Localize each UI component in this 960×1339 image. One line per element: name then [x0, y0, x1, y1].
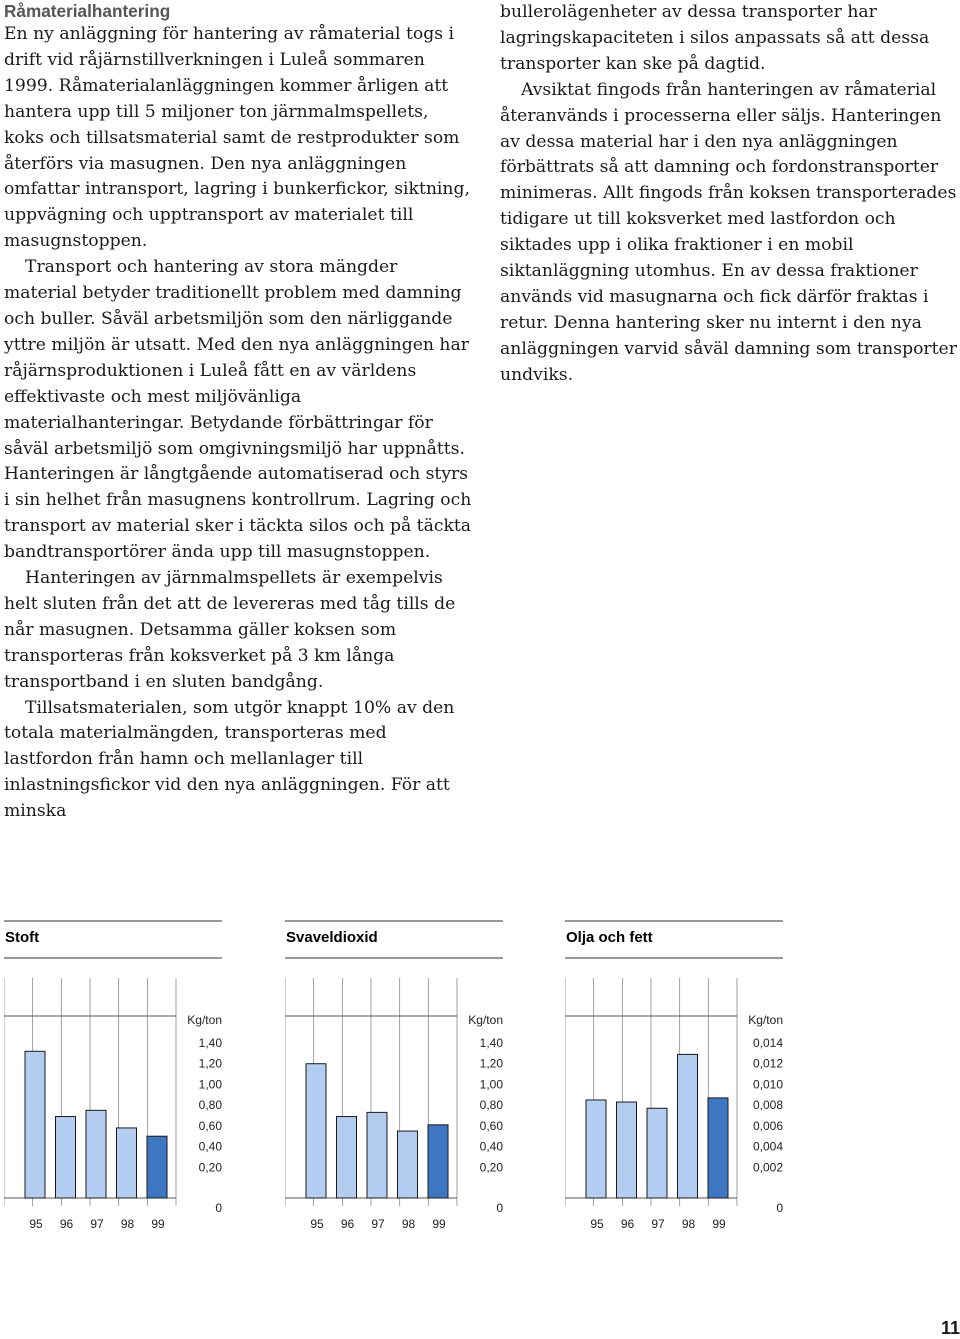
- unit-label: Kg/ton: [468, 1013, 503, 1027]
- y-tick-label: 1,20: [198, 1056, 222, 1071]
- page-number: 11: [940, 1318, 960, 1338]
- y-tick-label: 0,010: [752, 1077, 783, 1092]
- x-tick-label: 96: [340, 1217, 355, 1231]
- unit-label: Kg/ton: [748, 1013, 783, 1027]
- y-tick-label: 0,40: [198, 1139, 222, 1154]
- chart-svg: [565, 918, 783, 1238]
- y-tick-label: 0,012: [752, 1056, 783, 1071]
- bar-95: [25, 1051, 45, 1198]
- y-tick-label: 1,00: [198, 1077, 222, 1092]
- bar-99: [147, 1136, 167, 1198]
- x-tick-label: 95: [29, 1217, 43, 1231]
- x-tick-label: 99: [151, 1217, 165, 1231]
- x-tick-label: 97: [90, 1217, 104, 1231]
- unit-label: Kg/ton: [187, 1013, 222, 1027]
- x-tick-label: 99: [712, 1217, 726, 1231]
- bar-98: [117, 1128, 137, 1198]
- x-tick-label: 96: [620, 1217, 635, 1231]
- right-column: [500, 0, 958, 389]
- chart-title: Svaveldioxid: [286, 929, 378, 946]
- y-tick-label: 0,008: [752, 1098, 783, 1113]
- paragraph: Tillsatsmaterialen, som utgör knappt 10% av den totala materialmängden, transporteras med lastfordon från hamn och mellanlager till inlastningsfickor vid den nya anläggningen. För att minska: [4, 697, 455, 822]
- y-tick-label: 0,80: [198, 1098, 222, 1113]
- bar-98: [398, 1131, 418, 1198]
- bar-97: [86, 1110, 106, 1198]
- bar-96: [56, 1117, 76, 1198]
- x-tick-label: 95: [310, 1217, 324, 1231]
- x-tick-label: 98: [681, 1217, 696, 1231]
- y-tick-label: 0,40: [479, 1139, 503, 1154]
- y-tick-label: 1,20: [479, 1056, 503, 1071]
- chart-svg: [285, 918, 503, 1238]
- chart-olja-och-fett: [565, 918, 783, 1238]
- y-tick-label: 0,20: [198, 1160, 222, 1175]
- bar-99: [428, 1125, 448, 1198]
- section-heading: Råmaterialhantering: [4, 1, 171, 21]
- x-tick-label: 99: [432, 1217, 446, 1231]
- y-tick-label: 0,004: [752, 1139, 783, 1154]
- y-tick-label: 1,00: [479, 1077, 503, 1092]
- chart-stoft: [4, 918, 222, 1238]
- y-tick-label: 0,002: [752, 1160, 783, 1175]
- y-tick-label: 0,20: [479, 1160, 503, 1175]
- paragraph: En ny anläggning för hantering av råmaterial togs i drift vid råjärnstillverkningen i Luleå sommaren 1999. Råmaterialanläggningen kommer årligen att hantera upp till 5 miljoner ton järnmalmspellets, koks och tillsatsmaterial samt de restprodukter som återförs via masugnen. Den nya anläggningen omfattar intransport, lagring i bunkerfickor, siktning, uppvägning och upptransport av materialet till masugnstoppen.: [4, 24, 470, 252]
- bar-99: [708, 1098, 728, 1198]
- x-tick-label: 96: [59, 1217, 74, 1231]
- y-tick-label: 0: [215, 1201, 222, 1215]
- left-column: [4, 0, 472, 825]
- bar-97: [367, 1112, 387, 1198]
- bar-96: [337, 1117, 357, 1198]
- paragraph: Avsiktat fingods från hanteringen av råmaterial återanvänds i processerna eller säljs. Hanteringen av dessa material har i den nya anläggningen förbättrats så att damning och fordonstransporter minimeras. Allt fingods från koksen transporterades tidigare ut till koksverket med lastfordon och siktades upp i olika fraktioner i en mobil siktanläggning utomhus. En av dessa fraktioner används vid masugnarna och fick därför fraktas i retur. Denna hantering sker nu internt i den nya anläggningen varvid såväl damning som transporter undviks.: [500, 79, 957, 385]
- bar-95: [586, 1100, 606, 1198]
- chart-svaveldioxid: [285, 918, 503, 1238]
- x-tick-label: 95: [590, 1217, 604, 1231]
- paragraph: bullerolägenheter av dessa transporter har lagringskapaciteten i silos anpassats så att dessa transporter kan ske på dagtid.: [500, 2, 930, 74]
- x-tick-label: 97: [651, 1217, 665, 1231]
- y-tick-label: 0,014: [752, 1036, 783, 1050]
- bar-96: [617, 1102, 637, 1198]
- y-tick-label: 0,60: [479, 1118, 503, 1133]
- y-tick-label: 0: [776, 1201, 783, 1215]
- paragraph: Hanteringen av järnmalmspellets är exempelvis helt sluten från det att de levereras med tåg tills de når masugnen. Detsamma gäller koksen som transporteras från koksverket på 3 km långa transportband i en sluten bandgång.: [4, 568, 456, 692]
- paragraph: Transport och hantering av stora mängder material betyder traditionellt problem med damning och buller. Såväl arbetsmiljön som den närliggande yttre miljön är utsatt. Med den nya anläggningen har råjärnsproduktionen i Luleå fått en av världens effektivaste och mest miljövänliga materialhanteringar. Betydande förbättringar för såväl arbetsmiljö som omgivningsmiljö har uppnåtts. Hanteringen är långtgående automatiserad och styrs i sin helhet från masugnens kontrollrum. Lagring och transport av material sker i täckta silos och på täckta bandtransportörer ända upp till masugnstoppen.: [4, 257, 472, 563]
- x-tick-label: 98: [401, 1217, 416, 1231]
- y-tick-label: 0,006: [752, 1118, 783, 1133]
- y-tick-label: 0: [496, 1201, 503, 1215]
- bar-97: [647, 1108, 667, 1198]
- bar-95: [306, 1064, 326, 1198]
- chart-svg: [4, 918, 222, 1238]
- y-tick-label: 1,40: [479, 1036, 503, 1050]
- bar-98: [678, 1054, 698, 1198]
- x-tick-label: 97: [371, 1217, 385, 1231]
- chart-title: Olja och fett: [566, 929, 653, 946]
- x-tick-label: 98: [120, 1217, 135, 1231]
- y-tick-label: 1,40: [198, 1036, 222, 1050]
- y-tick-label: 0,60: [198, 1118, 222, 1133]
- y-tick-label: 0,80: [479, 1098, 503, 1113]
- chart-title: Stoft: [5, 929, 40, 946]
